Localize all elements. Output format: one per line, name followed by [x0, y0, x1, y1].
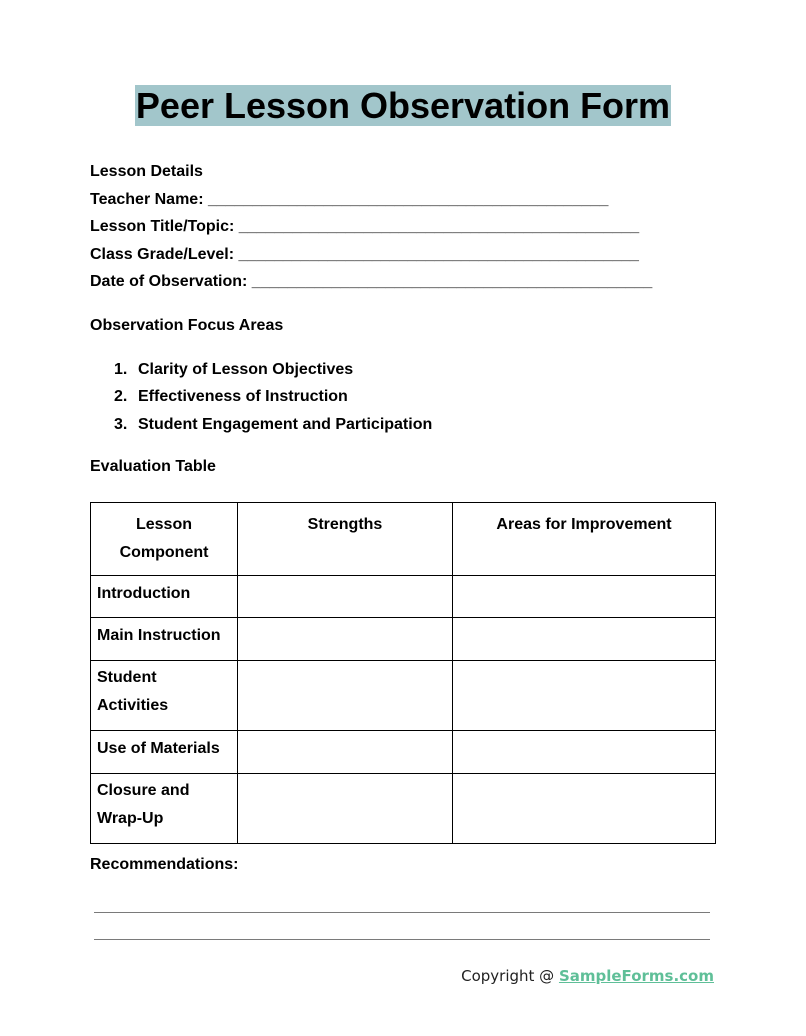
strengths-cell[interactable] [238, 661, 453, 731]
focus-areas-heading: Observation Focus Areas [90, 317, 284, 334]
component-cell: Use of Materials [91, 731, 238, 774]
header-lesson-component: Lesson Component [91, 503, 238, 576]
recommendation-line-1[interactable] [94, 912, 710, 913]
list-item-number: 2. [114, 388, 128, 405]
improvement-cell[interactable] [453, 618, 716, 661]
header-areas-for-improvement: Areas for Improvement [453, 503, 716, 576]
strengths-cell[interactable] [238, 576, 453, 618]
page-title: Peer Lesson Observation Form [135, 85, 671, 126]
title-container [0, 85, 806, 126]
list-item-text: Clarity of Lesson Objectives [138, 361, 354, 378]
recommendation-line-2[interactable] [94, 939, 710, 940]
list-item-text: Effectiveness of Instruction [138, 388, 348, 405]
table-row [91, 618, 716, 661]
observation-date-field[interactable]: Date of Observation: _____________________________________________ [90, 273, 653, 290]
table-header-row [91, 503, 716, 576]
strengths-cell[interactable] [238, 618, 453, 661]
improvement-cell[interactable] [453, 731, 716, 774]
list-item-text: Student Engagement and Participation [138, 416, 433, 433]
improvement-cell[interactable] [453, 774, 716, 844]
table-row [91, 576, 716, 618]
strengths-cell[interactable] [238, 774, 453, 844]
header-strengths: Strengths [238, 503, 453, 576]
recommendations-heading: Recommendations: [90, 856, 239, 873]
table-row [91, 774, 716, 844]
evaluation-table-heading: Evaluation Table [90, 458, 216, 475]
improvement-cell[interactable] [453, 661, 716, 731]
copyright-prefix: Copyright @ [461, 967, 559, 985]
component-cell: Student Activities [91, 661, 238, 731]
component-cell: Main Instruction [91, 618, 238, 661]
list-item-number: 1. [114, 361, 128, 378]
teacher-name-field[interactable]: Teacher Name: _____________________________________________ [90, 191, 609, 208]
brand-link[interactable]: SampleForms.com [558, 967, 714, 985]
lesson-details-heading: Lesson Details [90, 163, 203, 180]
component-cell: Closure and Wrap-Up [91, 774, 238, 844]
copyright-notice [461, 966, 714, 986]
list-item-number: 3. [114, 416, 128, 433]
improvement-cell[interactable] [453, 576, 716, 618]
table-row [91, 731, 716, 774]
strengths-cell[interactable] [238, 731, 453, 774]
evaluation-table [90, 502, 716, 844]
lesson-title-field[interactable]: Lesson Title/Topic: _____________________________________________ [90, 218, 640, 235]
class-grade-field[interactable]: Class Grade/Level: _____________________________________________ [90, 246, 639, 263]
component-cell: Introduction [91, 576, 238, 618]
table-row [91, 661, 716, 731]
